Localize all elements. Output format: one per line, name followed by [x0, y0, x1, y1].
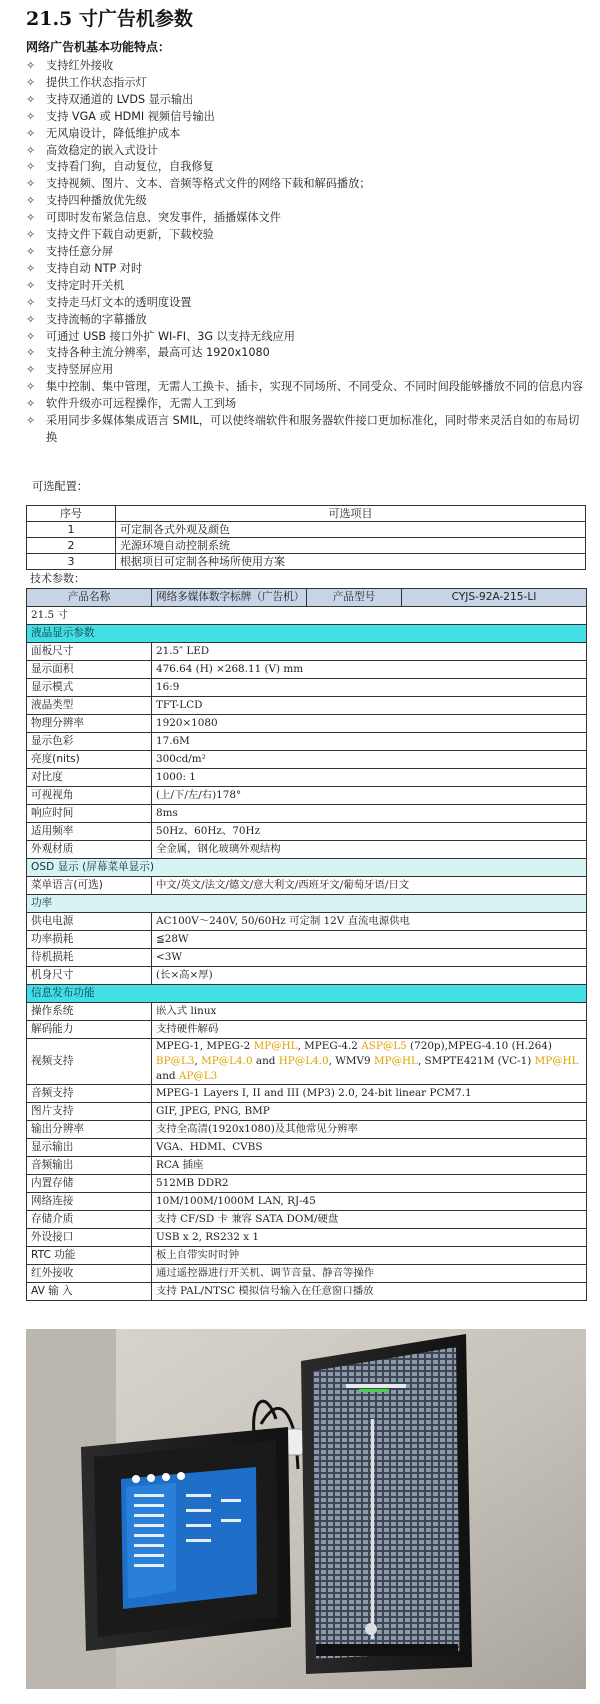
video-profile-highlight: BP@L3 [156, 1055, 195, 1067]
spec-section-header [27, 895, 587, 913]
optional-row [27, 554, 586, 570]
spec-value: 支持全高清(1920x1080)及其他常见分辨率 [152, 1121, 587, 1139]
feature-text: 无风扇设计，降低维护成本 [46, 126, 181, 140]
bullet-icon: ✧ [26, 244, 36, 258]
bullet-icon: ✧ [26, 177, 36, 191]
bullet-icon: ✧ [26, 363, 36, 377]
spec-row [27, 1085, 587, 1103]
product-row [27, 589, 587, 607]
spec-key: 解码能力 [27, 1021, 152, 1039]
optional-row [27, 538, 586, 554]
feature-item [26, 109, 586, 126]
spec-section-title: 液晶显示参数 [27, 625, 587, 643]
video-profile-highlight: MP@HL [534, 1055, 579, 1067]
optional-label: 可选配置： [32, 480, 88, 493]
spec-value: 1000: 1 [152, 769, 587, 787]
page-title: 21.5 寸广告机参数 [26, 8, 193, 30]
feature-item [26, 210, 586, 227]
spec-key: 网络连接 [27, 1193, 152, 1211]
spec-row [27, 1039, 587, 1085]
spec-key: 显示色彩 [27, 733, 152, 751]
spec-value [152, 1039, 587, 1085]
spec-row [27, 1157, 587, 1175]
spec-value: 1920×1080 [152, 715, 587, 733]
feature-item [26, 312, 586, 329]
spec-row [27, 751, 587, 769]
video-profile-highlight: ASP@L5 [361, 1040, 407, 1052]
spec-key: 音频输出 [27, 1157, 152, 1175]
feature-text: 支持定时开关机 [46, 278, 125, 292]
feature-text: 软件升级亦可远程操作，无需人工到场 [46, 397, 237, 411]
spec-row [27, 643, 587, 661]
video-profile-highlight: HP@L4.0 [278, 1055, 329, 1067]
spec-key: 音频支持 [27, 1085, 152, 1103]
product-photo [26, 1329, 586, 1689]
spec-key: RTC 功能 [27, 1247, 152, 1265]
bullet-icon: ✧ [26, 414, 36, 428]
spec-value: 支持 PAL/NTSC 模拟信号输入在任意窗口播放 [152, 1283, 587, 1301]
spec-key: 响应时间 [27, 805, 152, 823]
tech-label: 技术参数： [30, 572, 85, 585]
spec-row [27, 1193, 587, 1211]
spec-row [27, 1021, 587, 1039]
video-format-text: MPEG-1, MPEG-2 [156, 1040, 254, 1052]
spec-value: 300cd/m² [152, 751, 587, 769]
feature-item [26, 379, 586, 396]
spec-key: 显示输出 [27, 1139, 152, 1157]
spec-key: 输出分辨率 [27, 1121, 152, 1139]
spec-row [27, 877, 587, 895]
bullet-icon: ✧ [26, 75, 36, 89]
optional-header-item: 可选项目 [116, 506, 586, 522]
spec-section-title: 功率 [27, 895, 587, 913]
optional-table-header [27, 506, 586, 522]
spec-value: 21.5″ LED [152, 643, 587, 661]
spec-value: 支持 CF/SD 卡 兼容 SATA DOM/硬盘 [152, 1211, 587, 1229]
bullet-icon: ✧ [26, 380, 36, 394]
feature-item [26, 295, 586, 312]
spec-value: 17.6M [152, 733, 587, 751]
optional-item: 可定制各式外观及颜色 [116, 522, 586, 538]
spec-row [27, 913, 587, 931]
spec-key: 液晶类型 [27, 697, 152, 715]
feature-text: 支持各种主流分辨率，最高可达 1920x1080 [46, 346, 270, 360]
video-format-text: , SMPTE421M (VC-1) [417, 1055, 535, 1067]
bullet-icon: ✧ [26, 295, 36, 309]
feature-text: 支持视频、图片、文本、音频等格式文件的网络下载和解码播放； [46, 177, 371, 191]
video-format-text: , MPEG-4.2 [297, 1040, 362, 1052]
spec-value: RCA 插座 [152, 1157, 587, 1175]
product-name-label: 产品名称 [27, 589, 152, 607]
spec-value: 8ms [152, 805, 587, 823]
spec-key: 适用频率 [27, 823, 152, 841]
optional-table [26, 505, 586, 570]
bullet-icon: ✧ [26, 92, 36, 106]
spec-row [27, 1175, 587, 1193]
feature-item [26, 92, 586, 109]
feature-text: 支持四种播放优先级 [46, 194, 147, 208]
feature-item [26, 261, 586, 278]
bullet-icon: ✧ [26, 261, 36, 275]
spec-row [27, 1229, 587, 1247]
optional-index: 3 [27, 554, 116, 570]
bullet-icon: ✧ [26, 109, 36, 123]
spec-value: USB x 2, RS232 x 1 [152, 1229, 587, 1247]
bullet-icon: ✧ [26, 329, 36, 343]
feature-item [26, 193, 586, 210]
spec-value: 16:9 [152, 679, 587, 697]
optional-header-index: 序号 [27, 506, 116, 522]
spec-row [27, 931, 587, 949]
feature-item [26, 278, 586, 295]
feature-text: 支持红外接收 [46, 59, 114, 72]
feature-item [26, 75, 586, 92]
bullet-icon: ✧ [26, 59, 36, 72]
spec-row [27, 787, 587, 805]
feature-item [26, 126, 586, 143]
spec-value: 中文/英文/法文/德文/意大利文/西班牙文/葡萄牙语/日文 [152, 877, 587, 895]
spec-row [27, 1139, 587, 1157]
spec-row [27, 1211, 587, 1229]
spec-section-title: 信息发布功能 [27, 985, 587, 1003]
spec-value: ≦28W [152, 931, 587, 949]
spec-key: 外观材质 [27, 841, 152, 859]
spec-key: 操作系统 [27, 1003, 152, 1021]
optional-row [27, 522, 586, 538]
video-format-text: , WMV9 [328, 1055, 374, 1067]
feature-text: 支持任意分屏 [46, 244, 114, 258]
feature-item [26, 362, 586, 379]
spec-value: (上/下/左/右)178° [152, 787, 587, 805]
bullet-icon: ✧ [26, 160, 36, 174]
feature-text: 支持 VGA 或 HDMI 视频信号输出 [46, 109, 215, 123]
large-screen [301, 1334, 472, 1674]
bullet-icon: ✧ [26, 211, 36, 225]
spec-key: 对比度 [27, 769, 152, 787]
spec-key: AV 输 入 [27, 1283, 152, 1301]
product-name-value: 网络多媒体数字标牌（广告机） [152, 589, 307, 607]
feature-text: 采用同步多媒体集成语言 SMIL，可以使终端软件和服务器软件接口更加标准化，同时带来灵活自如的布局切换 [46, 414, 580, 444]
feature-item [26, 413, 586, 447]
feature-text: 支持流畅的字幕播放 [46, 312, 147, 326]
spec-value: 支持硬件解码 [152, 1021, 587, 1039]
spec-value: MPEG-1 Layers I, II and III (MP3) 2.0, 24-bit linear PCM7.1 [152, 1085, 587, 1103]
feature-item [26, 159, 586, 176]
spec-section-title: OSD 显示 (屏幕菜单显示) [27, 859, 587, 877]
video-profile-highlight: MP@HL [373, 1055, 418, 1067]
spec-key: 内置存储 [27, 1175, 152, 1193]
spec-key: 红外接收 [27, 1265, 152, 1283]
spec-row [27, 841, 587, 859]
bullet-icon: ✧ [26, 143, 36, 157]
feature-text: 可通过 USB 接口外扩 WI-FI、3G 以支持无线应用 [46, 329, 295, 343]
spec-row [27, 1121, 587, 1139]
spec-row [27, 1283, 587, 1301]
feature-text: 提供工作状态指示灯 [46, 75, 147, 89]
spec-key: 存储介质 [27, 1211, 152, 1229]
spec-key: 菜单语言(可选) [27, 877, 152, 895]
feature-text: 支持走马灯文本的透明度设置 [46, 295, 192, 309]
spec-row [27, 715, 587, 733]
feature-item [26, 176, 586, 193]
video-format-text: and [156, 1070, 179, 1082]
bullet-icon: ✧ [26, 278, 36, 292]
feature-item [26, 345, 586, 362]
feature-item [26, 227, 586, 244]
feature-text: 支持自动 NTP 对时 [46, 261, 143, 275]
spec-value: 512MB DDR2 [152, 1175, 587, 1193]
spec-value: 10M/100M/1000M LAN, RJ-45 [152, 1193, 587, 1211]
feature-item [26, 396, 586, 413]
spec-value: 50Hz、60Hz、70Hz [152, 823, 587, 841]
spec-key: 可视视角 [27, 787, 152, 805]
optional-index: 2 [27, 538, 116, 554]
spec-key: 亮度(nits) [27, 751, 152, 769]
bullet-icon: ✧ [26, 397, 36, 411]
video-profile-highlight: MP@L4.0 [201, 1055, 253, 1067]
spec-row [27, 1003, 587, 1021]
feature-item [26, 143, 586, 160]
spec-row [27, 697, 587, 715]
spec-value: 通过遥控器进行开关机、调节音量、静音等操作 [152, 1265, 587, 1283]
spec-value: 板上自带实时时钟 [152, 1247, 587, 1265]
spec-key: 面板尺寸 [27, 643, 152, 661]
spec-key: 待机损耗 [27, 949, 152, 967]
video-format-text: (720p),MPEG-4.10 (H.264) [406, 1040, 552, 1052]
spec-row [27, 661, 587, 679]
spec-key: 图片支持 [27, 1103, 152, 1121]
spec-value: <3W [152, 949, 587, 967]
feature-text: 高效稳定的嵌入式设计 [46, 143, 158, 157]
optional-item: 光源环境自动控制系统 [116, 538, 586, 554]
spec-section-header [27, 625, 587, 643]
spec-key: 机身尺寸 [27, 967, 152, 985]
feature-text: 支持竖屏应用 [46, 363, 114, 377]
feature-text: 可即时发布紧急信息、突发事件，插播媒体文件 [46, 211, 281, 225]
product-model-value: CYJS-92A-215-LI [402, 589, 587, 607]
spec-table [26, 588, 587, 1301]
spec-row [27, 823, 587, 841]
bullet-icon: ✧ [26, 312, 36, 326]
optional-index: 1 [27, 522, 116, 538]
feature-text: 集中控制、集中管理，无需人工换卡、插卡，实现不同场所、不同受众、不同时间段能够播放不同的信息内容 [46, 380, 584, 394]
spec-row [27, 1265, 587, 1283]
feature-text: 支持看门狗，自动复位，自我修复 [46, 160, 214, 174]
spec-value: 嵌入式 linux [152, 1003, 587, 1021]
feature-item [26, 244, 586, 261]
video-profile-highlight: MP@HL [253, 1040, 298, 1052]
bullet-icon: ✧ [26, 228, 36, 242]
spec-key: 功率损耗 [27, 931, 152, 949]
feature-text: 支持双通道的 LVDS 显示输出 [46, 92, 194, 106]
spec-row [27, 769, 587, 787]
small-screen [81, 1427, 291, 1651]
size-row [27, 607, 587, 625]
feature-item [26, 329, 586, 346]
video-format-text: , [194, 1055, 202, 1067]
spec-section-header [27, 985, 587, 1003]
spec-value: TFT-LCD [152, 697, 587, 715]
features-title: 网络广告机基本功能特点： [26, 40, 171, 54]
spec-key: 显示模式 [27, 679, 152, 697]
bullet-icon: ✧ [26, 194, 36, 208]
spec-row [27, 679, 587, 697]
product-model-label: 产品型号 [307, 589, 402, 607]
spec-value: GIF, JPEG, PNG, BMP [152, 1103, 587, 1121]
spec-value: (长×高×厚) [152, 967, 587, 985]
video-format-text: and [252, 1055, 279, 1067]
spec-key: 物理分辨率 [27, 715, 152, 733]
video-profile-highlight: AP@L3 [178, 1070, 218, 1082]
feature-list [26, 58, 586, 447]
feature-item [26, 58, 586, 75]
spec-row [27, 805, 587, 823]
optional-item: 根据项目可定制各种场所使用方案 [116, 554, 586, 570]
bullet-icon: ✧ [26, 346, 36, 360]
spec-section-header [27, 859, 587, 877]
spec-key: 视频支持 [27, 1039, 152, 1085]
spec-row [27, 967, 587, 985]
size-cell: 21.5 寸 [27, 607, 587, 625]
spec-key: 显示面积 [27, 661, 152, 679]
spec-value: 476.64 (H) ×268.11 (V) mm [152, 661, 587, 679]
spec-value: VGA、HDMI、CVBS [152, 1139, 587, 1157]
spec-key: 供电电源 [27, 913, 152, 931]
spec-row [27, 1103, 587, 1121]
spec-row [27, 1247, 587, 1265]
spec-key: 外设接口 [27, 1229, 152, 1247]
spec-value: 全金属，钢化玻璃外观结构 [152, 841, 587, 859]
spec-row [27, 949, 587, 967]
bullet-icon: ✧ [26, 126, 36, 140]
spec-row [27, 733, 587, 751]
spec-value: AC100V～240V, 50/60Hz 可定制 12V 直流电源供电 [152, 913, 587, 931]
feature-text: 支持文件下载自动更新，下载校验 [46, 228, 214, 242]
